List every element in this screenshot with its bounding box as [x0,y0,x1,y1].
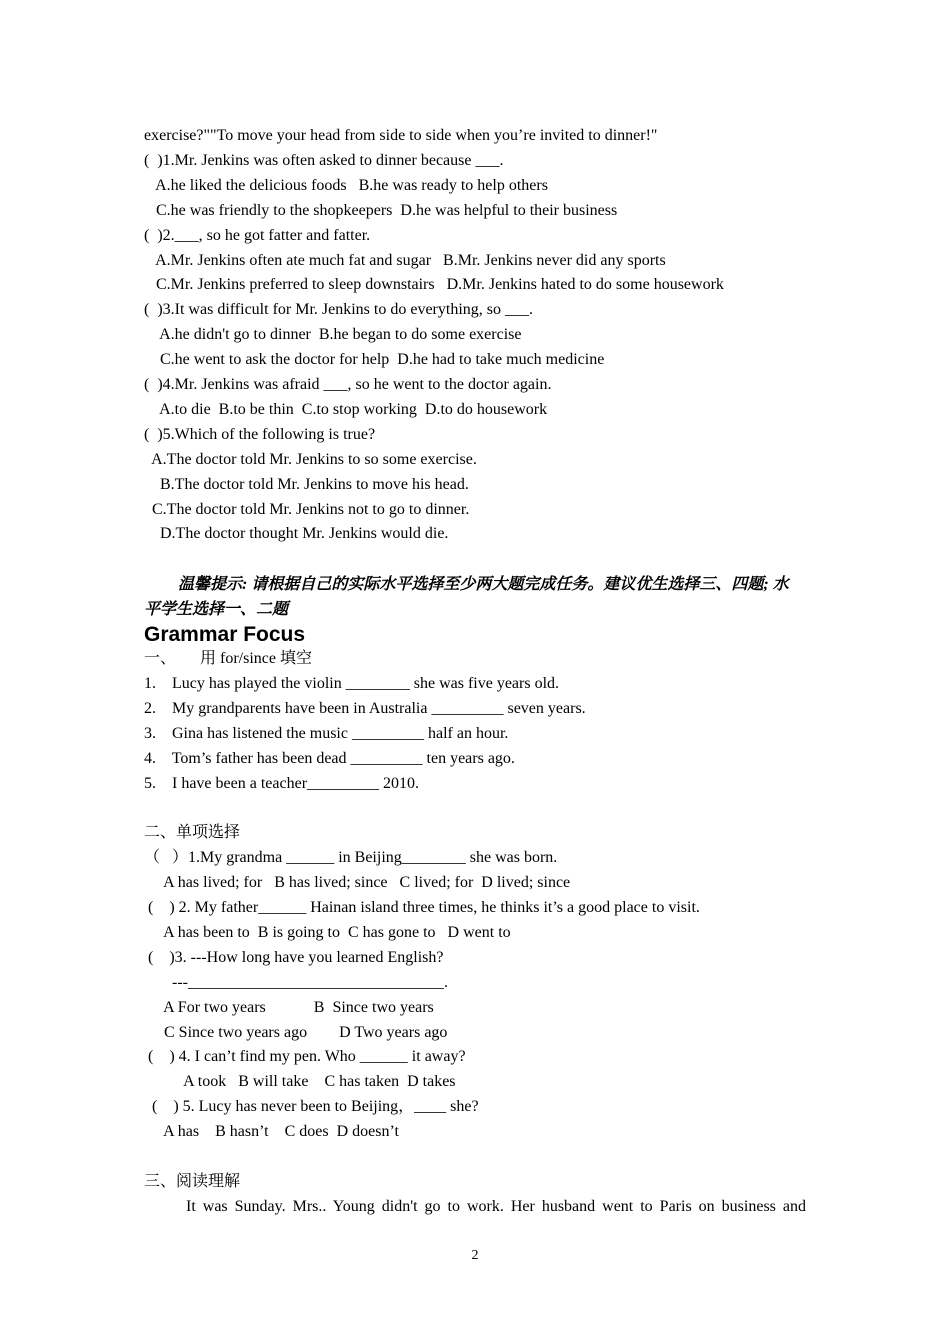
text-line: ( )2.___, so he got fatter and fatter. [144,226,371,244]
text-line: 一、 用 for/since 填空 [144,650,312,667]
page-number: 2 [471,1248,479,1263]
tip-line-2: 平学生选择一、二题 [144,601,289,618]
text-line: C.he was friendly to the shopkeepers D.he was helpful to their business [144,201,618,219]
text-line: ( ) 5. Lucy has never been to Beijing，____ she? [144,1098,479,1116]
text-line: A For two years B Since two years [144,998,434,1016]
text-line: 2. My grandparents have been in Australia _________ seven years. [144,699,586,717]
text-line: D.The doctor thought Mr. Jenkins would die. [144,525,449,543]
text-line: C.The doctor told Mr. Jenkins not to go to dinner. [144,500,470,518]
text-line: B.The doctor told Mr. Jenkins to move his head. [144,475,469,493]
text-line: exercise?""To move your head from side to side when you’re invited to dinner!" [144,127,658,144]
text-line: A has B hasn’t C does D doesn’t [144,1123,399,1141]
text-line: A has lived; for B has lived; since C lived; for D lived; since [144,874,571,892]
text-line: ---________________________________. [144,973,448,991]
reading-passage-first-line: It was Sunday. Mrs.. Young didn't go to work. Her husband went to Paris on business and [186,1198,806,1215]
text-line: A.to die B.to be thin C.to stop working D.to do housework [144,400,548,418]
text-line: 3. Gina has listened the music _________ half an hour. [144,724,509,742]
text-line: （ ）1.My grandma ______ in Beijing________ she was born. [144,849,558,867]
text-line: A.The doctor told Mr. Jenkins to so some exercise. [144,450,477,468]
text-line: 二、单项选择 [144,824,241,842]
text-line: C.Mr. Jenkins preferred to sleep downstairs D.Mr. Jenkins hated to do some housework [144,276,724,294]
text-line: A.Mr. Jenkins often ate much fat and sugar B.Mr. Jenkins never did any sports [144,251,666,269]
text-line: A has been to B is going to C has gone to D went to [144,923,511,941]
text-line: A took B will take C has taken D takes [144,1073,456,1091]
text-line: 1. Lucy has played the violin ________ she was five years old. [144,674,560,692]
text-line: ( ) 4. I can’t find my pen. Who ______ it away? [144,1048,466,1066]
text-line: ( ) 2. My father______ Hainan island three times, he thinks it’s a good place to visit. [144,899,700,916]
tip-line-1: 温馨提示: 请根据自己的实际水平选择至少两大题完成任务。建议优生选择三、四题; 水 [178,576,789,593]
text-line: A.he didn't go to dinner B.he began to do some exercise [144,326,522,344]
text-line: A.he liked the delicious foods B.he was ready to help others [144,176,548,194]
text-line: 5. I have been a teacher_________ 2010. [144,774,420,792]
text-line: C.he went to ask the doctor for help D.he had to take much medicine [144,351,605,369]
text-line: C Since two years ago D Two years ago [144,1023,448,1041]
text-line: 4. Tom’s father has been dead _________ ten years ago. [144,749,515,767]
text-line: ( )4.Mr. Jenkins was afraid ___, so he went to the doctor again. [144,376,552,393]
text-line: ( )3. ---How long have you learned English? [144,948,444,966]
text-line: 三、阅读理解 [144,1172,241,1190]
grammar-focus-heading: Grammar Focus [144,623,306,646]
text-line: ( )3.It was difficult for Mr. Jenkins to do everything, so ___. [144,301,533,319]
text-line: ( )1.Mr. Jenkins was often asked to dinner because ___. [144,151,504,169]
text-line: ( )5.Which of the following is true? [144,425,376,443]
